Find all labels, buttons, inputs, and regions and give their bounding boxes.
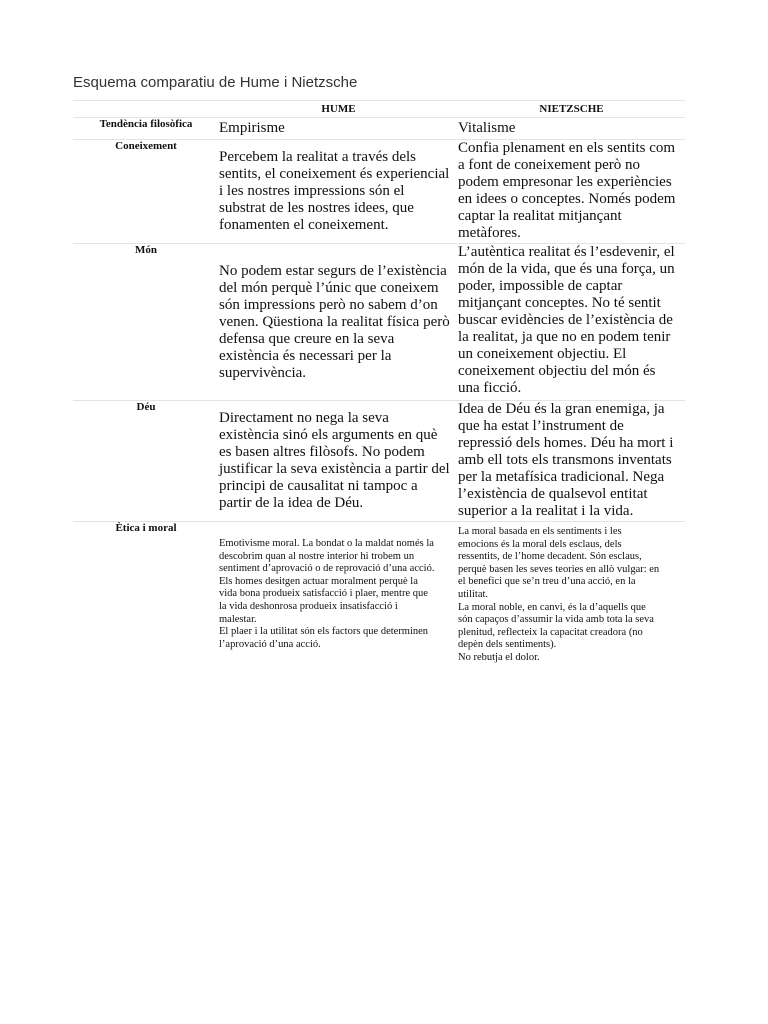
text-line: superior a la realitat i la vida. (458, 503, 634, 519)
text-line: són capaços d’assumir la vida amb tota la seva (458, 614, 654, 626)
text-line: plenitud, reflecteix la capacitat creadora (no (458, 626, 643, 638)
hume-cell (219, 140, 458, 244)
text-line: La moral basada en els sentiments i les (458, 526, 622, 537)
text-line: l’aprovació d’una acció. (219, 638, 321, 650)
text-line: sentiment d’aprovació o de reprovació d’una acció. (219, 563, 435, 575)
text-line: partir de la idea de Déu. (219, 495, 364, 511)
hume-cell (219, 522, 458, 665)
text-line: ressentits, de l’home decadent. Són esclaus, (458, 551, 642, 563)
nietzsche-cell (458, 118, 685, 140)
text-line: descobrim quan al nostre interior hi trobem un (219, 550, 415, 562)
text-line: existència sinó els arguments en què (219, 427, 438, 443)
text-line: defensa que creure en la seva (219, 330, 395, 347)
table-header-row (73, 101, 685, 118)
text-line: Directament no nega la seva (219, 410, 389, 426)
text-line: existència és necessari per la (219, 347, 392, 364)
text-line: utilitat. (458, 588, 489, 600)
nietzsche-cell (458, 401, 685, 522)
row-coneixement (73, 140, 685, 244)
text-line: perquè basen les seves teories en allò vulgar: en (458, 563, 660, 575)
text-line: metàfores. (458, 225, 521, 241)
text-line: depèn dels sentiments). (458, 639, 557, 651)
text-line: La moral noble, en canvi, és la d’aquells que (458, 601, 646, 613)
text-line: fonamenten el coneixement. (219, 217, 389, 233)
text-line: buscar evidències de l’existència de (458, 312, 673, 328)
row-mon (73, 244, 685, 401)
row-label: Tendència filosòfica (99, 118, 193, 130)
text-line: podem empresonar les experiències (458, 174, 672, 190)
header-hume: HUME (321, 103, 356, 115)
nietzsche-cell (458, 244, 685, 401)
nietzsche-cell (458, 522, 685, 665)
text-line: són impressions però no sabem d’on (219, 296, 438, 313)
row-label: Déu (136, 401, 156, 413)
text-line: del món perquè l’únic que coneixem (219, 279, 439, 296)
text-line: Percebem la realitat a través dels (219, 149, 416, 165)
text-line: en idees o conceptes. Només podem (458, 191, 676, 207)
text-line: per la metafísica tradicional. Nega (458, 469, 665, 485)
text-line: món de la vida, que és una força, un (458, 261, 675, 277)
row-label: Món (135, 244, 157, 256)
page-title: Esquema comparatiu de Hume i Nietzsche (73, 74, 358, 91)
text-line: Vitalisme (458, 120, 516, 136)
text-line: substrat de les nostres idees, que (219, 200, 414, 216)
text-line: Emotivisme moral. La bondat o la maldat només la (219, 538, 434, 549)
header-empty (73, 101, 219, 118)
text-line: el benefici que se’n treu d’una acció, en la (458, 576, 636, 588)
text-line: Empirisme (219, 120, 285, 136)
text-line: poder, impossible de captar (458, 278, 623, 294)
text-line: a font de coneixement però no (458, 157, 641, 173)
row-deu (73, 401, 685, 522)
text-line: i les nostres impressions són el (219, 183, 405, 199)
text-line: Els homes desitgen actuar moralment perquè la (219, 575, 418, 587)
text-line: malestar. (219, 613, 257, 625)
hume-cell (219, 118, 458, 140)
text-line: principi de causalitat ni tampoc a (219, 478, 418, 494)
text-line: No podem estar segurs de l’existència (219, 262, 447, 279)
text-line: supervivència. (219, 364, 307, 381)
comparison-table (73, 100, 685, 665)
text-line: amb ell tots els transmons inventats (458, 452, 672, 468)
row-tendencia (73, 118, 685, 140)
text-line: emocions és la moral dels esclaus, dels (458, 538, 622, 550)
text-line: mitjançant conceptes. No té sentit (458, 295, 661, 311)
text-line: venen. Qüestiona la realitat física però (219, 313, 450, 330)
row-label: Ètica i moral (115, 522, 177, 534)
row-label: Coneixement (115, 140, 177, 152)
text-line: l’existència de qualsevol entitat (458, 486, 648, 502)
text-line: coneixement objectiu del món és (458, 363, 656, 379)
text-line: Confia plenament en els sentits com (458, 140, 676, 156)
text-line: captar la realitat mitjançant (458, 208, 622, 224)
header-nietzsche: NIETZSCHE (539, 103, 604, 115)
text-line: justificar la seva existència a partir del (219, 461, 450, 477)
nietzsche-cell (458, 140, 685, 244)
text-line: la vida deshonrosa produeix insatisfacció i (219, 600, 398, 612)
row-etica (73, 522, 685, 665)
text-line: un coneixement objectiu. El (458, 346, 627, 362)
text-line: vida bona produeix satisfacció i plaer, mentre que (219, 588, 428, 600)
text-line: No rebutja el dolor. (458, 651, 540, 663)
text-line: sentits, el coneixement és experiencial (219, 166, 450, 182)
text-line: El plaer i la utilitat són els factors que determinen (219, 626, 429, 638)
text-line: L’autèntica realitat és l’esdevenir, el (458, 244, 675, 260)
text-line: Idea de Déu és la gran enemiga, ja (458, 401, 665, 417)
text-line: que ha estat l’instrument de (458, 418, 624, 434)
hume-cell (219, 244, 458, 401)
text-line: es basen altres filòsofs. No podem (219, 444, 425, 460)
hume-cell (219, 401, 458, 522)
text-line: la realitat, ja que no en podem tenir (458, 329, 671, 345)
text-line: una ficció. (458, 380, 522, 396)
text-line: repressió dels homes. Déu ha mort i (458, 435, 674, 451)
